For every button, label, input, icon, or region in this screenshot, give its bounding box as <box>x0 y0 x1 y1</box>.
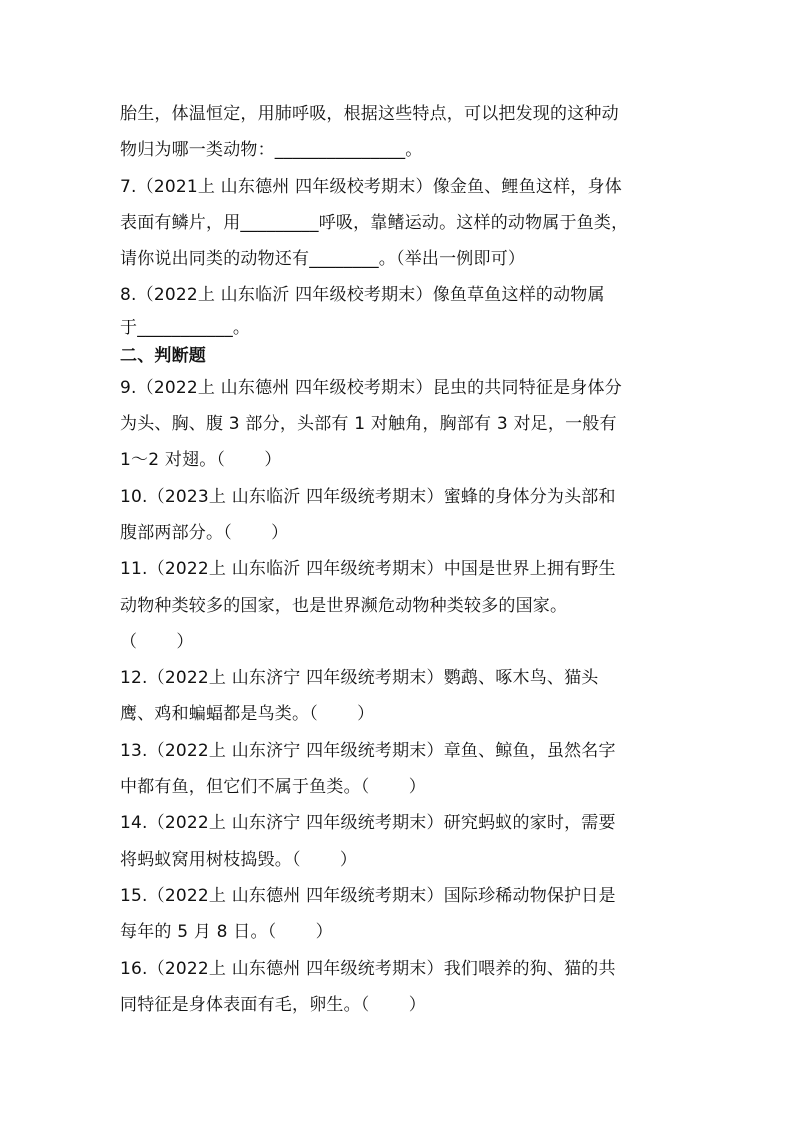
question-8-line-1: 8.（2022上 山东临沂 四年级校考期末）像鱼草鱼这样的动物属 <box>120 285 605 306</box>
question-7-line-1: 7.（2021上 山东德州 四年级校考期末）像金鱼、鲤鱼这样，身体 <box>120 176 622 197</box>
question-16-line-2: 同特征是身体表面有毛，卵生。（ ） <box>120 994 426 1015</box>
question-10-line-1: 10.（2023上 山东临沂 四年级统考期末）蜜蜂的身体分为头部和 <box>120 486 616 507</box>
question-12-line-1: 12.（2022上 山东济宁 四年级统考期末）鹦鹉、啄木鸟、猫头 <box>120 668 599 689</box>
question-13-line-2: 中都有鱼，但它们不属于鱼类。（ ） <box>120 777 426 798</box>
text-line-q6-cont-2: 物归为哪一类动物：_______________。 <box>120 140 423 161</box>
question-14-line-2: 将蚂蚁窝用树枝捣毁。（ ） <box>120 849 358 870</box>
question-12-line-2: 鹰、鸡和蝙蝠都是鸟类。（ ） <box>120 704 375 725</box>
question-11-line-2: 动物种类较多的国家，也是世界濒危动物种类较多的国家。 <box>120 595 568 616</box>
question-9-line-1: 9.（2022上 山东德州 四年级校考期末）昆虫的共同特征是身体分 <box>120 377 622 398</box>
question-8-line-2: 于___________。 <box>120 317 251 338</box>
question-14-line-1: 14.（2022上 山东济宁 四年级统考期末）研究蚂蚁的家时，需要 <box>120 813 616 834</box>
question-15-line-1: 15.（2022上 山东德州 四年级统考期末）国际珍稀动物保护日是 <box>120 885 616 906</box>
question-7-line-2: 表面有鳞片，用_________呼吸，靠鳍运动。这样的动物属于鱼类， <box>120 212 629 233</box>
question-10-line-2: 腹部两部分。（ ） <box>120 522 289 543</box>
question-9-line-2: 为头、胸、腹 3 部分，头部有 1 对触角，胸部有 3 对足，一般有 <box>120 414 617 435</box>
section-heading-judgement: 二、判断题 <box>120 345 206 366</box>
question-9-line-3: 1～2 对翅。（ ） <box>120 450 282 471</box>
question-11-line-3: （ ） <box>120 631 194 652</box>
document-page <box>120 96 680 1023</box>
question-16-line-1: 16.（2022上 山东德州 四年级统考期末）我们喂养的狗、猫的共 <box>120 958 616 979</box>
question-13-line-1: 13.（2022上 山东济宁 四年级统考期末）章鱼、鲸鱼，虽然名字 <box>120 740 616 761</box>
question-11-line-1: 11.（2022上 山东临沂 四年级统考期末）中国是世界上拥有野生 <box>120 559 616 580</box>
text-line-q6-cont-1: 胎生，体温恒定，用肺呼吸，根据这些特点，可以把发现的这种动 <box>120 104 619 124</box>
question-7-line-3: 请你说出同类的动物还有________。（举出一例即可） <box>120 249 526 270</box>
question-15-line-2: 每年的 5 月 8 日。（ ） <box>120 922 333 943</box>
